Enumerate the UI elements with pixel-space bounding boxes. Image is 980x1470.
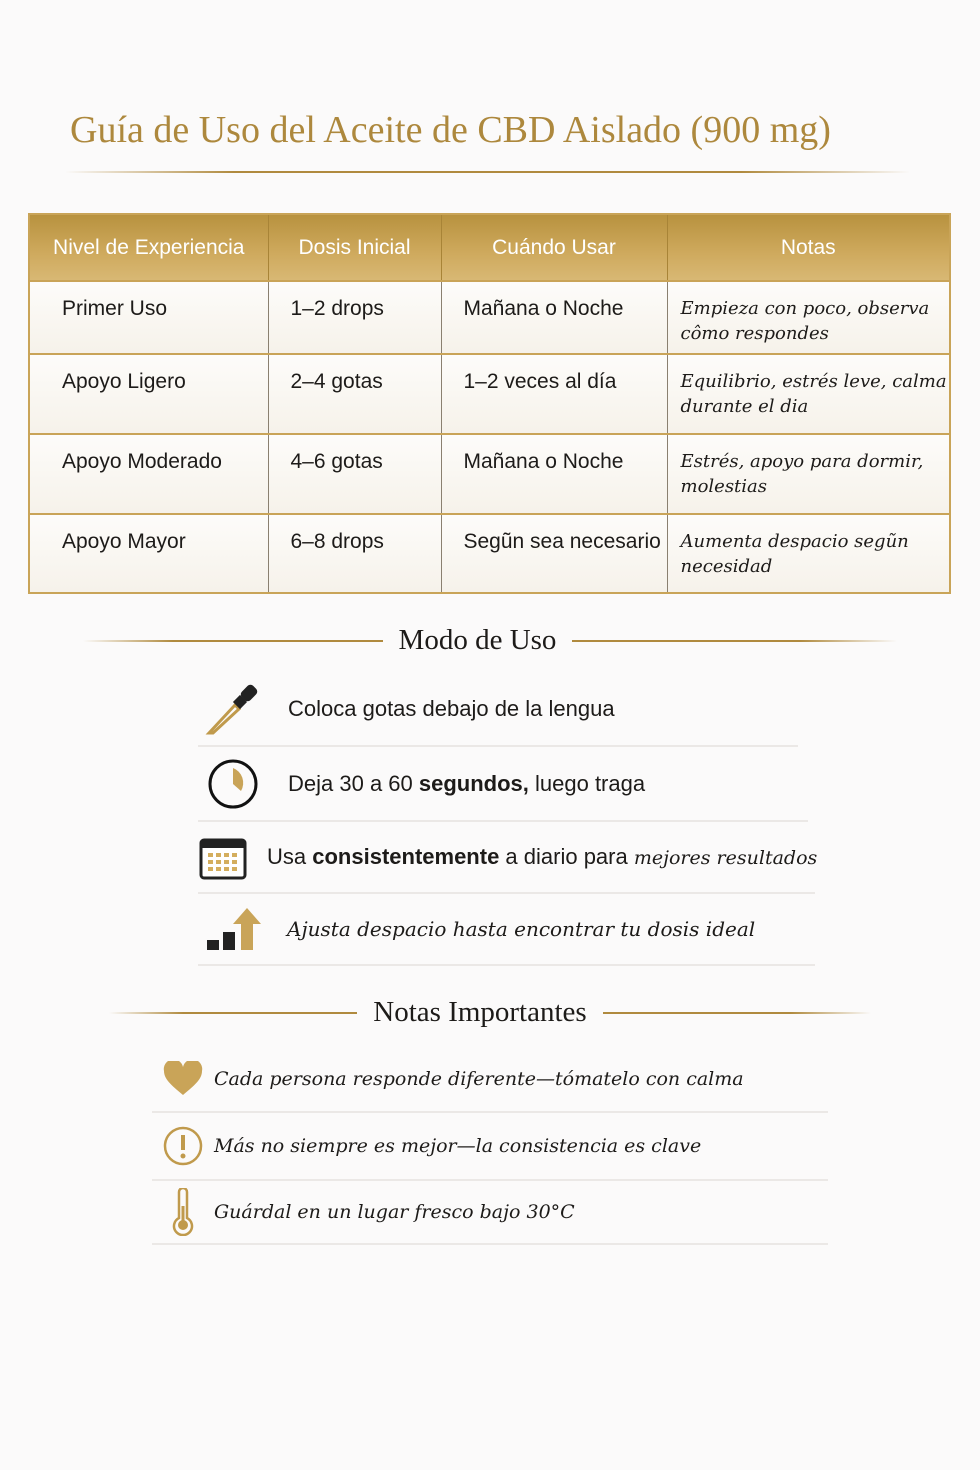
header-dose: Dosis Inicial [268, 214, 441, 281]
step-text: a diario para [499, 844, 634, 869]
when-cell: Segũn sea necesario [441, 514, 667, 593]
note-item [152, 1181, 828, 1245]
divider [83, 640, 383, 642]
step-text-italic: mejores resultados [633, 847, 818, 869]
table-row [29, 281, 950, 354]
divider [572, 640, 897, 642]
thermometer-icon [152, 1188, 214, 1236]
note-text: Guárdal en un lugar fresco bajo 30°C [214, 1201, 575, 1223]
heart-icon [152, 1061, 214, 1097]
step-text: luego traga [528, 770, 646, 796]
when-cell: Mañana o Noche [441, 434, 667, 514]
dose-cell: 2–4 gotas [268, 354, 441, 434]
exclamation-icon [152, 1126, 214, 1166]
divider [109, 1012, 357, 1014]
usage-step [198, 822, 818, 894]
table-row [29, 514, 950, 593]
header-when: Cuándo Usar [441, 214, 667, 281]
level-cell: Apoyo Ligero [29, 354, 268, 434]
note-item [152, 1113, 828, 1181]
level-cell: Primer Uso [29, 281, 268, 354]
calendar-icon [198, 834, 248, 880]
step-text: Coloca gotas debajo de la lengua [288, 695, 615, 721]
step-text: Usa [267, 844, 313, 869]
step-text-bold: consistentemente [312, 844, 500, 869]
dose-cell: 1–2 drops [268, 281, 441, 354]
usage-heading-text: Modo de Uso [398, 624, 557, 656]
growth-arrow-icon [198, 904, 268, 954]
table-row [29, 434, 950, 514]
level-cell: Apoyo Moderado [29, 434, 268, 514]
clock-icon [198, 758, 268, 810]
notes-cell: Equilibrio, estrés leve, calma durante el dia [667, 354, 950, 434]
step-text: Deja 30 a 60 [288, 770, 419, 796]
level-cell: Apoyo Mayor [29, 514, 268, 593]
usage-step [198, 672, 798, 747]
table-header-row [29, 214, 950, 281]
dose-cell: 4–6 gotas [268, 434, 441, 514]
when-cell: Mañana o Noche [441, 281, 667, 354]
dose-cell: 6–8 drops [268, 514, 441, 593]
page-title: Guía de Uso del Aceite de CBD Aislado (900 mg) [70, 109, 831, 151]
table-row [29, 354, 950, 434]
header-level: Nivel de Experiencia [29, 214, 268, 281]
note-item [152, 1046, 828, 1113]
notes-cell: Empieza con poco, observa cômo respondes [667, 281, 950, 354]
title-divider [65, 171, 910, 173]
usage-heading [0, 624, 980, 657]
notes-heading-text: Notas Importantes [373, 996, 587, 1028]
notes-cell: Estrés, apoyo para dormir, molestias [667, 434, 950, 514]
notes-cell: Aumenta despacio segũn necesidad [667, 514, 950, 593]
when-cell: 1–2 veces al día [441, 354, 667, 434]
dropper-icon [198, 681, 268, 737]
usage-step [198, 894, 815, 966]
header-notes: Notas [667, 214, 950, 281]
usage-step [198, 747, 808, 822]
notes-heading [0, 996, 980, 1029]
step-text-bold: segundos, [418, 770, 529, 796]
note-text: Cada persona responde diferente—tómatelo con calma [214, 1067, 744, 1090]
divider [603, 1012, 871, 1014]
step-text-italic: Ajusta despacio hasta encontrar tu dosis ideal [287, 917, 756, 941]
note-text: Más no siempre es mejor—la consistencia es clave [214, 1135, 702, 1157]
dosage-table [28, 213, 951, 594]
